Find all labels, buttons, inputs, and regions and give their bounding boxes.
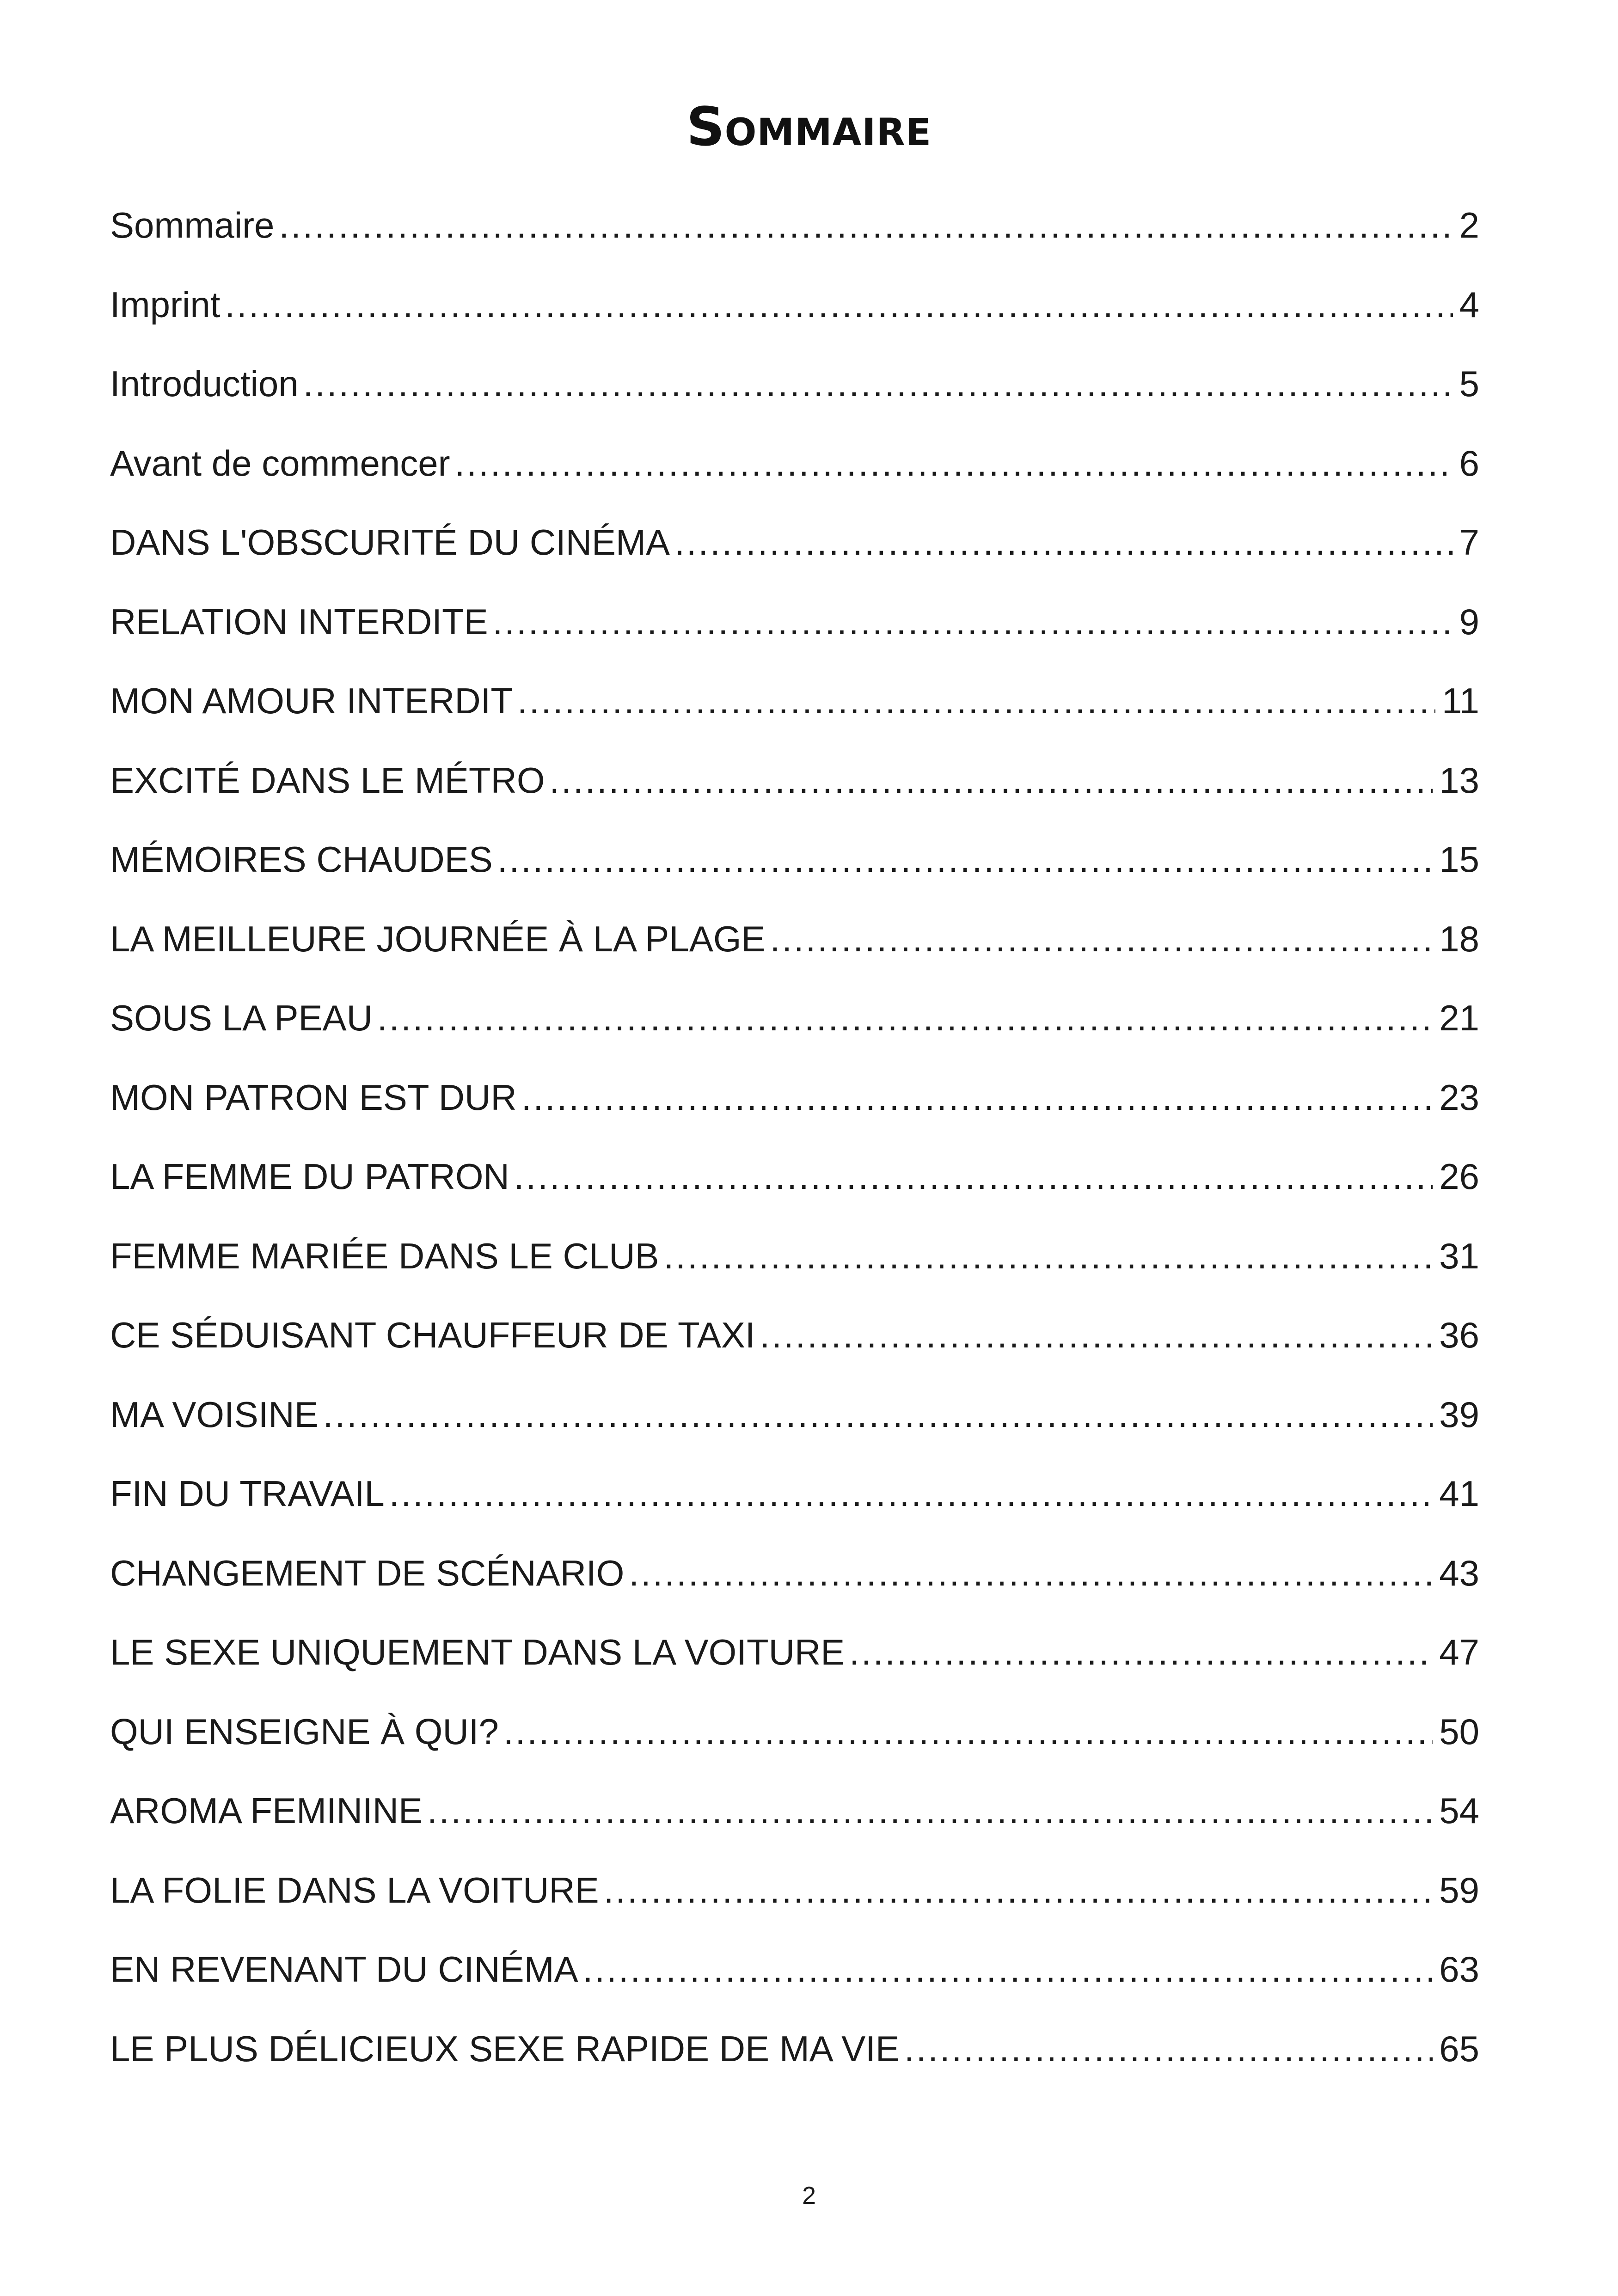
toc-dot-leader bbox=[760, 1305, 1433, 1365]
toc-dot-leader bbox=[514, 1146, 1433, 1206]
toc-entry[interactable] bbox=[110, 750, 1479, 830]
toc-entry[interactable] bbox=[110, 195, 1479, 275]
toc-entry[interactable] bbox=[110, 1939, 1479, 2019]
toc-dot-leader bbox=[517, 671, 1435, 731]
toc-dot-leader bbox=[583, 1939, 1433, 1999]
toc-entry-page-number: 65 bbox=[1439, 2028, 1479, 2069]
page-number: 2 bbox=[802, 2182, 816, 2210]
toc-dot-leader bbox=[503, 1702, 1433, 1762]
toc-dot-leader bbox=[497, 829, 1433, 889]
toc-entry-label: LE PLUS DÉLICIEUX SEXE RAPIDE DE MA VIE bbox=[110, 2028, 900, 2069]
toc-entry-page-number: 13 bbox=[1439, 759, 1479, 801]
toc-entry-page-number: 63 bbox=[1439, 1949, 1479, 1990]
toc-entry[interactable] bbox=[110, 909, 1479, 988]
toc-entry-page-number: 2 bbox=[1459, 205, 1479, 245]
toc-dot-leader bbox=[303, 354, 1453, 414]
toc-entry-label: CE SÉDUISANT CHAUFFEUR DE TAXI bbox=[110, 1315, 755, 1355]
toc-entry-label: EN REVENANT DU CINÉMA bbox=[110, 1949, 578, 1990]
table-of-contents bbox=[110, 195, 1479, 2098]
toc-entry-page-number: 15 bbox=[1439, 839, 1479, 880]
toc-entry-page-number: 5 bbox=[1459, 363, 1479, 404]
toc-entry-label: LE SEXE UNIQUEMENT DANS LA VOITURE bbox=[110, 1632, 845, 1672]
toc-dot-leader bbox=[849, 1622, 1433, 1682]
toc-entry-label: QUI ENSEIGNE À QUI? bbox=[110, 1711, 499, 1752]
toc-entry[interactable] bbox=[110, 671, 1479, 750]
toc-entry[interactable] bbox=[110, 2019, 1479, 2098]
toc-entry-page-number: 36 bbox=[1439, 1315, 1479, 1355]
toc-entry-label: Avant de commencer bbox=[110, 442, 450, 484]
toc-entry-label: Imprint bbox=[110, 284, 221, 325]
toc-entry-label: Introduction bbox=[110, 363, 299, 404]
toc-entry[interactable] bbox=[110, 433, 1479, 513]
toc-entry-label: FEMME MARIÉE DANS LE CLUB bbox=[110, 1235, 659, 1276]
toc-entry[interactable] bbox=[110, 1305, 1479, 1384]
toc-entry-page-number: 11 bbox=[1442, 680, 1479, 721]
toc-dot-leader bbox=[323, 1384, 1433, 1445]
toc-entry[interactable] bbox=[110, 1702, 1479, 1781]
toc-dot-leader bbox=[225, 275, 1453, 335]
toc-entry-page-number: 6 bbox=[1459, 442, 1479, 484]
page-title bbox=[0, 90, 1618, 164]
toc-entry-page-number: 23 bbox=[1439, 1077, 1479, 1118]
toc-entry-page-number: 43 bbox=[1439, 1552, 1479, 1593]
toc-dot-leader bbox=[521, 1067, 1433, 1127]
toc-entry[interactable] bbox=[110, 592, 1479, 671]
toc-entry-label: SOUS LA PEAU bbox=[110, 998, 373, 1038]
toc-entry-page-number: 26 bbox=[1439, 1156, 1479, 1197]
toc-entry-label: RELATION INTERDITE bbox=[110, 601, 488, 642]
toc-entry-label: MA VOISINE bbox=[110, 1394, 319, 1435]
toc-entry[interactable] bbox=[110, 1463, 1479, 1543]
toc-entry-page-number: 21 bbox=[1439, 998, 1479, 1038]
toc-entry[interactable] bbox=[110, 988, 1479, 1067]
toc-dot-leader bbox=[427, 1781, 1433, 1841]
toc-dot-leader bbox=[770, 909, 1433, 969]
toc-entry-page-number: 47 bbox=[1439, 1632, 1479, 1672]
toc-entry[interactable] bbox=[110, 1226, 1479, 1305]
toc-entry-label: MON AMOUR INTERDIT bbox=[110, 680, 513, 721]
toc-entry-page-number: 59 bbox=[1439, 1869, 1479, 1910]
toc-entry[interactable] bbox=[110, 1860, 1479, 1940]
page-title-rest: ommaire bbox=[724, 96, 932, 158]
toc-entry-label: FIN DU TRAVAIL bbox=[110, 1473, 385, 1514]
toc-entry[interactable] bbox=[110, 354, 1479, 433]
toc-entry[interactable] bbox=[110, 512, 1479, 592]
toc-entry[interactable] bbox=[110, 1781, 1479, 1860]
toc-entry-label: LA FOLIE DANS LA VOITURE bbox=[110, 1869, 599, 1910]
page-title-initial: S bbox=[686, 96, 725, 158]
toc-entry-label: CHANGEMENT DE SCÉNARIO bbox=[110, 1552, 625, 1593]
toc-dot-leader bbox=[455, 433, 1453, 493]
toc-dot-leader bbox=[279, 195, 1453, 255]
toc-entry-page-number: 7 bbox=[1459, 522, 1479, 563]
toc-entry-page-number: 18 bbox=[1439, 918, 1479, 959]
toc-entry[interactable] bbox=[110, 1146, 1479, 1226]
toc-entry-label: EXCITÉ DANS LE MÉTRO bbox=[110, 759, 545, 801]
toc-entry-page-number: 50 bbox=[1439, 1711, 1479, 1752]
toc-entry-page-number: 31 bbox=[1439, 1235, 1479, 1276]
toc-dot-leader bbox=[550, 750, 1433, 810]
toc-dot-leader bbox=[604, 1860, 1433, 1920]
toc-entry-label: AROMA FEMININE bbox=[110, 1790, 423, 1831]
toc-entry[interactable] bbox=[110, 1384, 1479, 1464]
toc-entry-label: DANS L'OBSCURITÉ DU CINÉMA bbox=[110, 522, 670, 563]
toc-dot-leader bbox=[674, 512, 1453, 572]
toc-entry[interactable] bbox=[110, 1543, 1479, 1623]
toc-entry-page-number: 4 bbox=[1459, 284, 1479, 325]
toc-dot-leader bbox=[664, 1226, 1433, 1286]
toc-dot-leader bbox=[904, 2019, 1433, 2079]
toc-entry-label: MÉMOIRES CHAUDES bbox=[110, 839, 493, 880]
toc-dot-leader bbox=[377, 988, 1433, 1048]
toc-dot-leader bbox=[629, 1543, 1433, 1603]
toc-entry-label: Sommaire bbox=[110, 205, 275, 245]
toc-dot-leader bbox=[493, 592, 1453, 652]
toc-entry-label: LA MEILLEURE JOURNÉE À LA PLAGE bbox=[110, 918, 766, 959]
toc-entry[interactable] bbox=[110, 829, 1479, 909]
toc-entry[interactable] bbox=[110, 1622, 1479, 1702]
toc-entry-page-number: 9 bbox=[1459, 601, 1479, 642]
toc-entry-label: LA FEMME DU PATRON bbox=[110, 1156, 509, 1197]
toc-dot-leader bbox=[389, 1463, 1433, 1524]
toc-entry[interactable] bbox=[110, 1067, 1479, 1147]
toc-entry-page-number: 39 bbox=[1439, 1394, 1479, 1435]
toc-entry-page-number: 54 bbox=[1439, 1790, 1479, 1831]
toc-entry-label: MON PATRON EST DUR bbox=[110, 1077, 517, 1118]
toc-entry-page-number: 41 bbox=[1439, 1473, 1479, 1514]
toc-entry[interactable] bbox=[110, 275, 1479, 354]
